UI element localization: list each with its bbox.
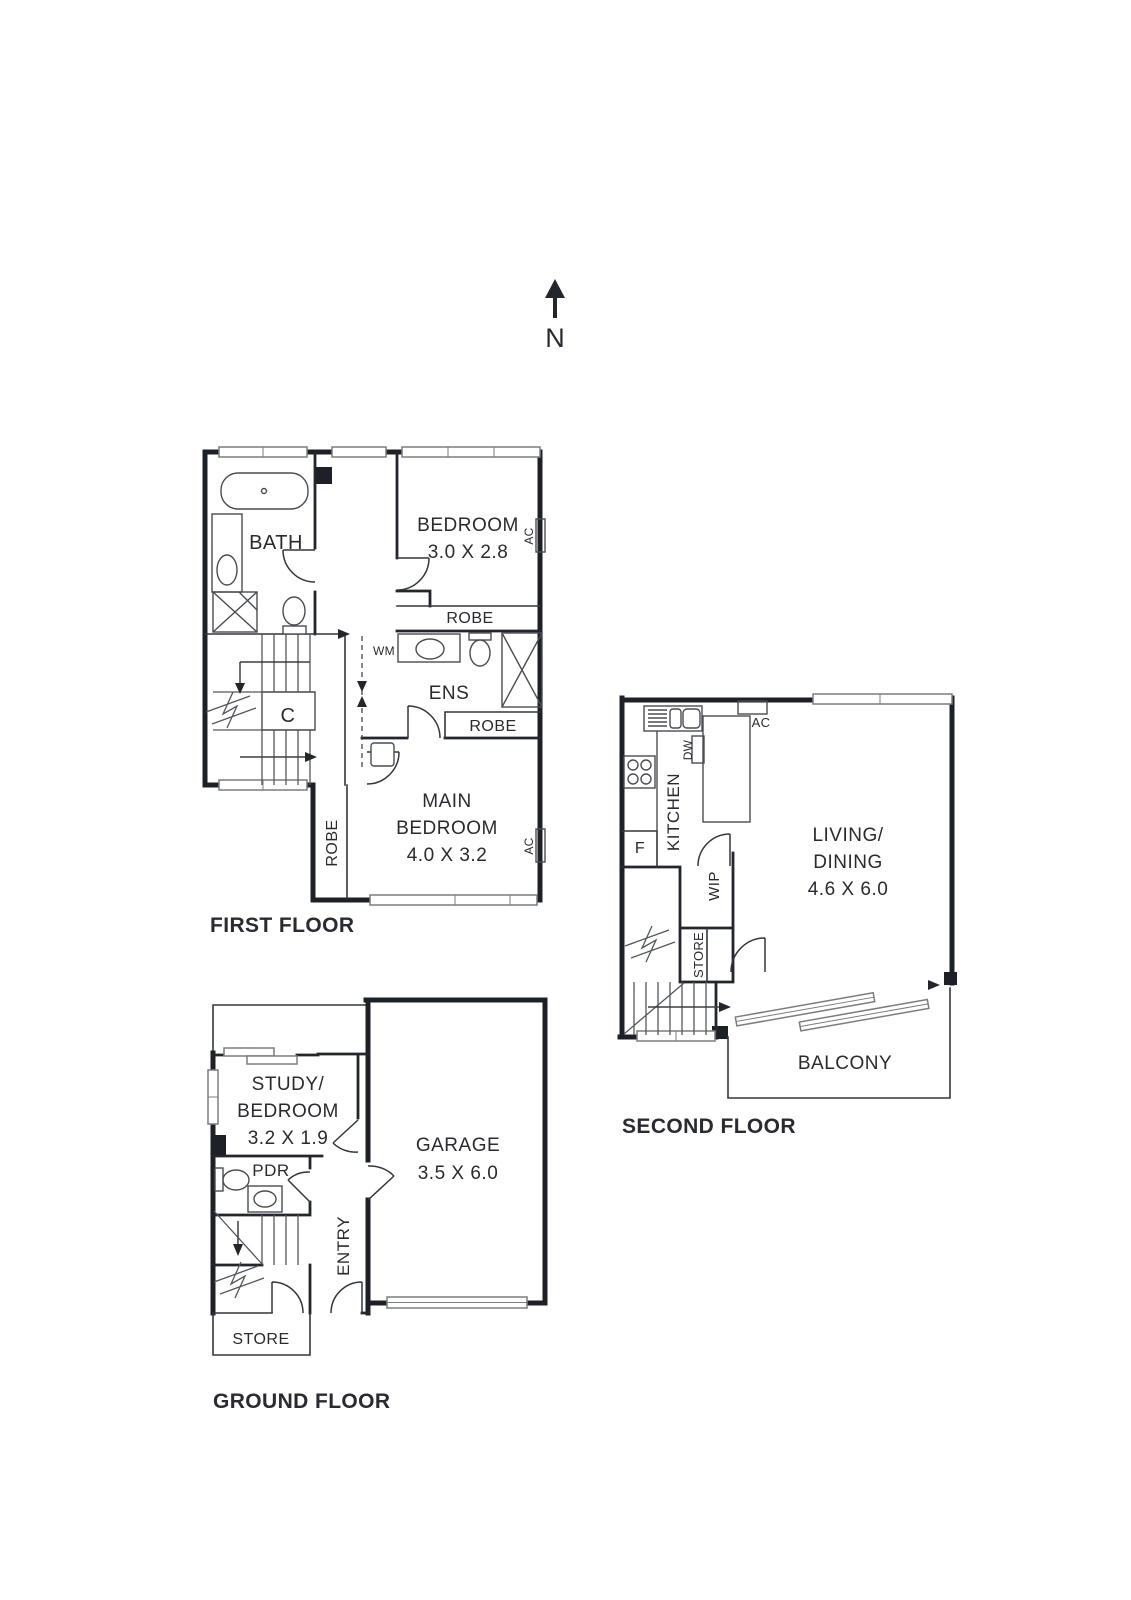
stair-up-arrow-icon: [719, 1002, 731, 1012]
label-fridge: F: [634, 840, 646, 857]
first-floor-plan: [205, 447, 545, 937]
label-ac: AC: [751, 715, 771, 730]
stair-down-arrow-icon: [233, 1244, 243, 1256]
label-ac-bedroom: AC: [522, 527, 536, 545]
bath-toilet-tank: [283, 626, 306, 634]
label-main1: MAIN: [422, 791, 472, 812]
sink-drainer: [648, 710, 667, 726]
ens-door: [408, 706, 440, 738]
label-kitchen: KITCHEN: [664, 772, 683, 852]
ground-floor-plan: [208, 1000, 545, 1413]
label-balcony: BALCONY: [797, 1053, 893, 1074]
label-cupboard: C: [280, 705, 296, 727]
bath-door: [283, 550, 315, 582]
label-store: STORE: [232, 1331, 290, 1348]
second-floor-balcony: [735, 980, 940, 1031]
label-garage: GARAGE: [415, 1135, 501, 1156]
label-main-dims: 4.0 X 3.2: [406, 845, 488, 866]
bedroom-door: [397, 558, 429, 590]
north-label: N: [545, 323, 565, 353]
wall-nib: [316, 467, 332, 484]
slider-direction-arrow-icon: [928, 980, 940, 990]
pdr-door: [288, 1172, 310, 1202]
ens-basin: [416, 639, 444, 659]
bath-vanity: [212, 514, 242, 592]
cooktop: [624, 756, 655, 788]
sink-bowl-small: [670, 709, 681, 728]
second-floor-title: SECOND FLOOR: [622, 1115, 796, 1138]
ens-vanity: [398, 634, 460, 662]
bathtub: [221, 473, 308, 509]
first-floor-labels: [210, 515, 536, 937]
label-store: STORE: [691, 931, 706, 979]
stair-up-arrow-icon: [338, 629, 350, 639]
label-bedroom-dims: 3.0 X 2.8: [427, 542, 509, 563]
label-dw: DW: [681, 739, 695, 761]
label-study2: BEDROOM: [237, 1101, 339, 1122]
pdr-toilet: [223, 1170, 249, 1190]
ens-toilet: [470, 640, 490, 666]
label-robe-bedroom: ROBE: [446, 610, 494, 627]
label-entry: ENTRY: [334, 1216, 353, 1276]
hall-door: [731, 938, 765, 972]
north-arrow-icon: [545, 279, 565, 298]
wall-nib: [211, 1135, 226, 1155]
stair-break-symbol: [625, 926, 675, 962]
label-wip: WIP: [706, 871, 723, 901]
study-door: [333, 1120, 358, 1152]
second-floor-kitchen-fixtures: [624, 701, 767, 831]
void-down-arrow-icon: [357, 681, 367, 692]
pdr-vanity: [248, 1186, 282, 1212]
void-up-arrow-icon: [357, 696, 367, 707]
second-floor-doors: [698, 834, 765, 972]
stair-break-symbol: [214, 1262, 264, 1298]
label-garage-dims: 3.5 X 6.0: [417, 1163, 499, 1184]
stair-break-symbol: [206, 692, 256, 728]
pdr-basin: [254, 1191, 276, 1207]
entry-door-left: [272, 1282, 303, 1313]
label-pdr: PDR: [252, 1161, 290, 1180]
stair-right-arrow-icon: [305, 752, 317, 762]
first-floor-title: FIRST FLOOR: [210, 914, 355, 937]
bath-toilet: [283, 597, 305, 625]
label-ac-main: AC: [522, 837, 536, 855]
garage-internal-door: [368, 1166, 394, 1200]
wall-nib: [944, 972, 957, 985]
label-living2: DINING: [813, 852, 883, 873]
label-bath: BATH: [249, 532, 303, 554]
north-indicator: [545, 279, 565, 353]
bath-basin: [217, 555, 237, 585]
sink-bowl-large: [683, 709, 700, 728]
kitchen-peninsula: [703, 716, 750, 822]
label-wm: WM: [373, 644, 395, 658]
ac-unit: [738, 701, 767, 714]
ground-floor-title: GROUND FLOOR: [213, 1390, 391, 1413]
second-floor-labels: [622, 715, 892, 1138]
label-living1: LIVING/: [812, 825, 884, 846]
ens-toilet-tank: [469, 633, 491, 640]
label-robe-main: ROBE: [324, 819, 341, 867]
wip-door: [698, 834, 730, 866]
pdr-toilet-tank: [215, 1168, 223, 1191]
label-study1: STUDY/: [251, 1074, 325, 1095]
label-living-dims: 4.6 X 6.0: [807, 879, 889, 900]
ground-floor-labels: [213, 1074, 500, 1413]
label-study-dims: 3.2 X 1.9: [247, 1128, 329, 1149]
label-robe-ens: ROBE: [469, 718, 517, 735]
second-floor-plan: [620, 694, 957, 1138]
label-main2: BEDROOM: [396, 818, 498, 839]
entry-door-right: [331, 1282, 362, 1313]
label-bedroom: BEDROOM: [417, 515, 519, 536]
label-ens: ENS: [428, 683, 470, 704]
study-slider-panel: [224, 1048, 274, 1056]
bathtub-drain: [262, 489, 267, 494]
washing-machine: [371, 743, 394, 766]
study-slider-panel: [247, 1056, 297, 1064]
